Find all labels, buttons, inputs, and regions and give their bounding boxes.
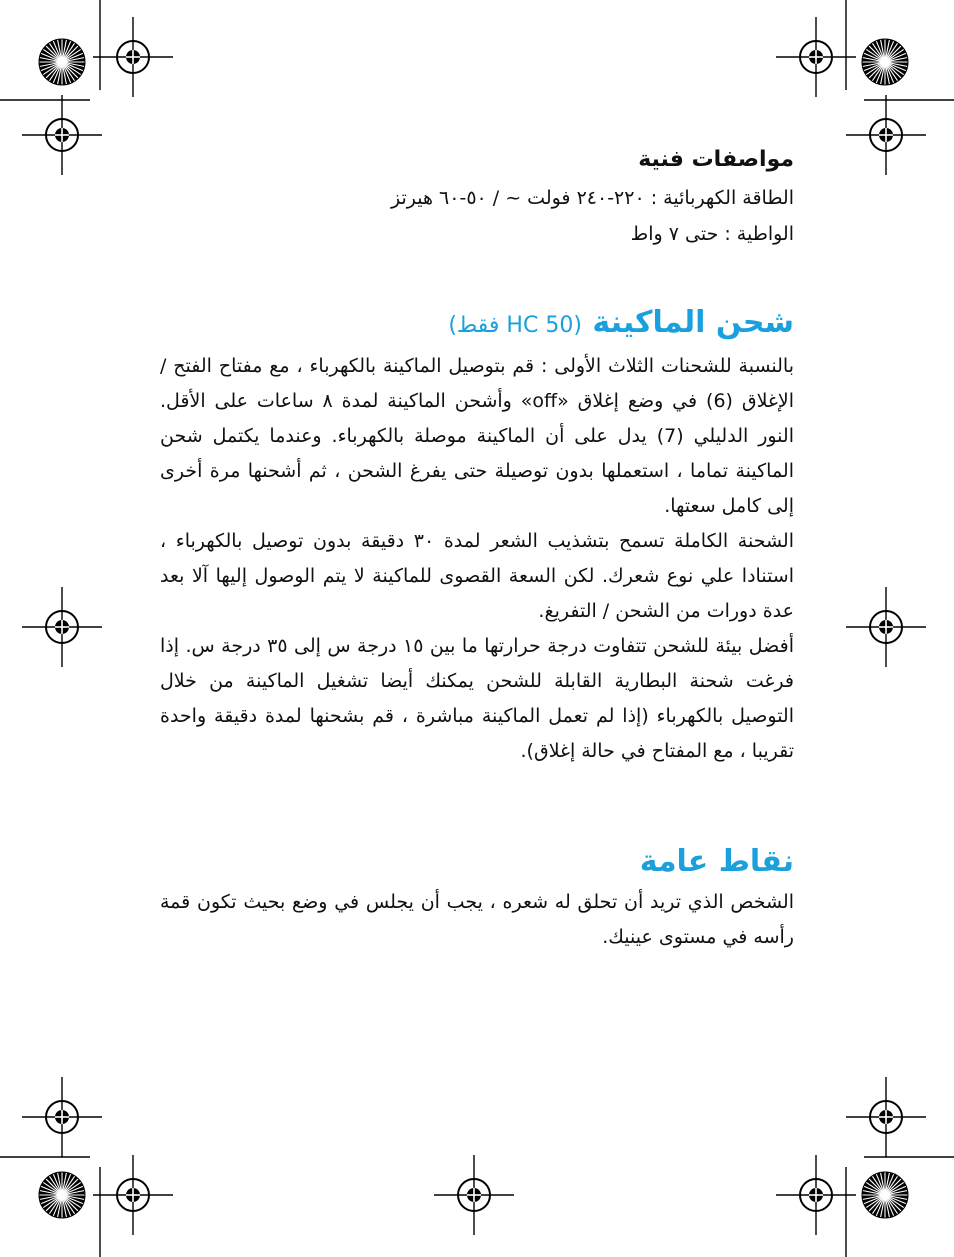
radial-target-icon xyxy=(862,1172,908,1218)
radial-target-icon xyxy=(862,39,908,85)
charging-subtitle: (HC 50 فقط) xyxy=(448,313,582,338)
general-paragraph: الشخص الذي تريد أن تحلق له شعره ، يجب أن يجلس في وضع بحيث تكون قمة رأسه في مستوى عينيك. xyxy=(160,891,794,948)
charging-paragraph: بالنسبة للشحنات الثلاث الأولى : قم بتوصيل الماكينة بالكهرباء ، مع مفتاح الفتح / الإغلاق (6) في وضع إغلاق «off» وأشحن الماكينة لمدة ٨ ساعات على الأقل. النور الدليلي (7) يدل على أن الماكينة موصلة بالكهرباء. وعندما يكتمل شحن الماكينة تماما ، استعملها بدون توصيلة حتى يفرغ الشحن ، ثم أشحنها مرة أخرى إلى كامل سعتها. xyxy=(160,355,794,517)
registration-mark-icon xyxy=(776,1155,856,1235)
registration-mark-icon xyxy=(776,17,856,97)
general-title: نقاط عامة xyxy=(639,844,794,879)
general-section xyxy=(160,839,794,955)
charging-paragraph: الشحنة الكاملة تسمح بتشذيب الشعر لمدة ٣٠ دقيقة بدون توصيل بالكهرباء ، استنادا علي نوع شعرك. لكن السعة القصوى للماكينة لا يتم الوصول إليها آلا بعد عدة دورات من الشحن / التفريغ. xyxy=(160,530,795,622)
specs-title: مواصفات فنية xyxy=(638,147,794,172)
registration-mark-icon xyxy=(22,1077,102,1157)
charging-section xyxy=(160,300,794,769)
charging-paragraph: أفضل بيئة للشحن تتفاوت درجة حرارتها ما بين ١٥ درجة س إلى ٣٥ درجة س. إذا فرغت شحنة البطارية القابلة للشحن يمكنك أيضا تشغيل الماكينة من خلال التوصيل بالكهرباء (إذا لم تعمل الماكينة مباشرة ، قم بشحنها لمدة دقيقة واحدة تقريبا ، مع المفتاح في حالة إغلاق). xyxy=(160,635,794,762)
radial-target-icon xyxy=(39,1172,85,1218)
registration-mark-icon xyxy=(22,587,102,667)
registration-mark-icon xyxy=(93,17,173,97)
registration-mark-icon xyxy=(846,587,926,667)
document-body xyxy=(160,140,794,955)
specs-wattage: الواطية : حتى ٧ واط xyxy=(630,223,794,245)
radial-target-icon xyxy=(39,39,85,85)
registration-mark-icon xyxy=(846,1077,926,1157)
specs-section xyxy=(160,140,794,252)
charging-title xyxy=(160,300,794,349)
charging-title-text: شحن الماكينة xyxy=(592,305,794,340)
specs-power: الطاقة الكهربائية : ٢٢٠-٢٤٠ فولت ~ / ٥٠-٦٠ هيرتز xyxy=(390,187,794,209)
registration-mark-icon xyxy=(93,1155,173,1235)
registration-mark-icon xyxy=(434,1155,514,1235)
registration-mark-icon xyxy=(22,95,102,175)
registration-mark-icon xyxy=(846,95,926,175)
